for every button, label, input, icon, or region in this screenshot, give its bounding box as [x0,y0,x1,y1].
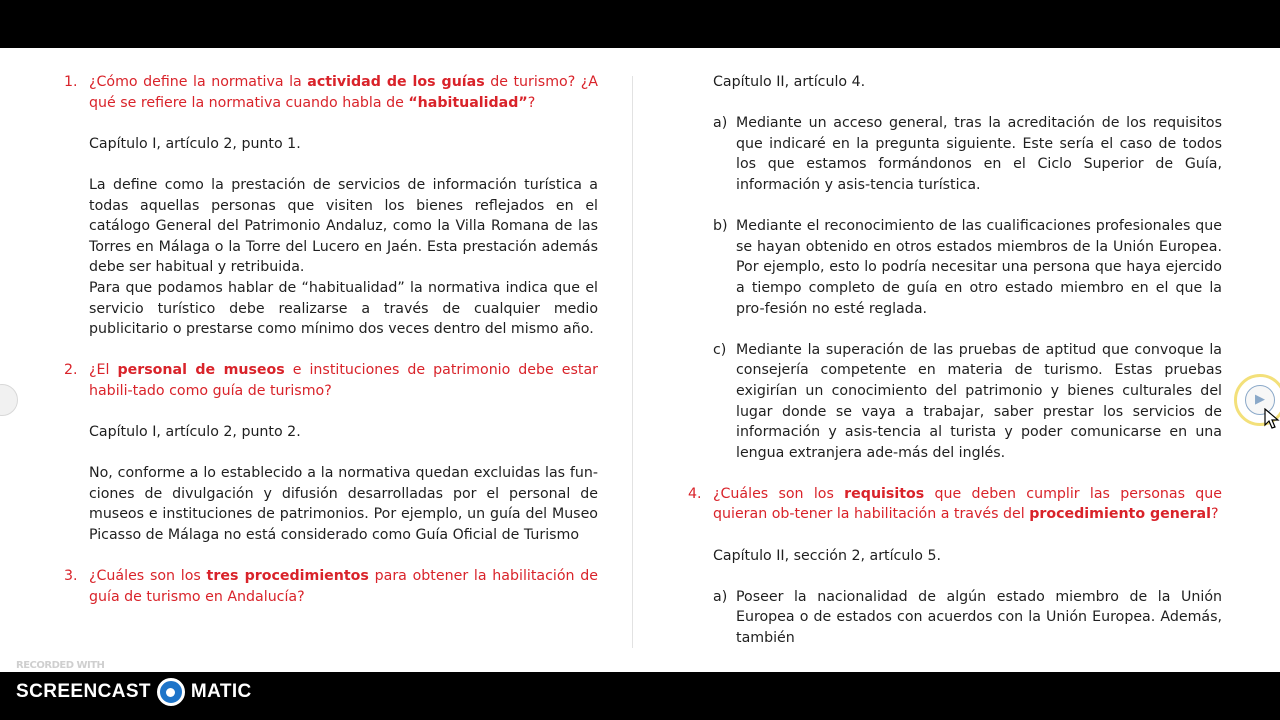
question-3 [64,566,598,607]
question-4-reference: Capítulo II, sección 2, artículo 5. [713,547,942,564]
play-arrow-icon: ▶ [1245,385,1275,415]
question-2-reference: Capítulo I, artículo 2, punto 2. [89,424,301,441]
list-item-label: c) [713,341,727,358]
question-2-answer: No, conforme a lo establecido a la normativa quedan excluidas las fun-ciones de divulgación y difusión desarrolladas por el personal de museos e instituciones de patrimonios. Por ejemplo, un guía del Museo Picasso de Málaga no está considerado como Guía Oficial de Turismo [89,465,598,544]
question-4 [688,484,1222,525]
list-item-text: Poseer la nacionalidad de algún estado miembro de la Unión Europea o de estados con acuerdos con la Unión Europea. Además, también [736,588,1222,647]
question-1 [64,72,598,113]
list-item [688,340,1222,464]
top-letterbox-bar [0,0,1280,48]
question-2 [64,360,598,401]
previous-page-button[interactable] [0,384,18,416]
question-number: 1. [64,74,78,90]
question-text: e instituciones de patrimonio debe estar habili-tado como guía de turismo? [89,362,598,399]
brand-text-left: SCREENCAST [16,681,151,702]
question-1-answer-paragraph-2: Para que podamos hablar de “habitualidad” la normativa indica que el servicio turístico debe realizarse a través de cualquier medio publicitario o prestarse como mínimo dos veces dentro del mismo año. [89,279,598,338]
screencast-o-matic-watermark [16,678,252,706]
list-item [688,587,1222,649]
list-item [688,216,1222,319]
question-text: ¿Cuáles son los [89,568,207,585]
brand-text-right: MATIC [190,681,252,702]
column-divider [632,76,633,648]
list-item-text: Mediante el reconocimiento de las cualificaciones profesionales que se hayan obtenido en otros estados miembros de la Unión Europea. Por ejemplo, esto lo podría necesitar una persona que haya ejercido a tiempo completo de guía en otro estado miembro en el que la pro-fesión no esté reglada. [736,218,1222,317]
list-item-label: b) [713,218,728,235]
question-text: ? [527,94,536,111]
question-number: 4. [688,485,702,502]
question-text: ¿El [89,362,118,379]
mouse-cursor-icon [1264,408,1280,430]
question-number: 3. [64,568,78,585]
question-1-answer-paragraph-1: La define como la prestación de servicios de información turística a todas aquellas personas que visiten los bienes reflejados en el catálogo General del Patrimonio Andaluz, como la Villa Romana de las Torres en Málaga o la Torre del Lucero en Jaén. Esta prestación además debe ser habitual y retribuida. [89,176,598,276]
list-item [688,113,1222,195]
question-text: de turismo? ¿A qué se refiere la normativa cuando habla de [89,74,598,111]
record-logo-icon [157,678,185,706]
list-item-label: a) [713,115,728,132]
recorded-with-label: RECORDED WITH [16,660,105,671]
question-text: para obtener la habilitación de guía de turismo en Andalucía? [89,568,598,605]
list-item-text: Mediante un acceso general, tras la acreditación de los requisitos que indicaré en la pregunta siguiente. Este sería el caso de todos los que estamos formándonos en el Ciclo Superior de Guía, información y asis-tencia turística. [736,115,1222,193]
left-column [64,72,598,607]
question-emphasis: requisitos [844,485,925,502]
question-emphasis: personal de museos [117,362,285,379]
question-1-reference: Capítulo I, artículo 2, punto 1. [89,135,301,152]
question-text: ? [1210,506,1219,523]
question-number: 2. [64,362,78,379]
question-emphasis: tres procedimientos [206,568,369,585]
question-emphasis: procedimiento general [1029,506,1211,523]
right-column [688,72,1222,649]
question-3-reference: Capítulo II, artículo 4. [713,74,866,90]
list-item-label: a) [713,588,728,605]
question-text: ¿Cómo define la normativa la [89,74,308,90]
question-text: que deben cumplir las personas que quieran ob-tener la habilitación a través del [713,485,1222,523]
document-page [0,48,1280,672]
question-emphasis: actividad de los guías [307,74,485,90]
question-text: ¿Cuáles son los [713,485,845,502]
question-emphasis: “habitualidad” [408,94,528,111]
list-item-text: Mediante la superación de las pruebas de aptitud que convoque la consejería competente en materia de turismo. Estas pruebas exigirían un conocimiento del patrimonio y bienes culturales del lugar donde se vaya a trabajar, saber prestar los servicios de información y asis-tencia al turista y poder comunicarse en una lengua extranjera ade-más del inglés. [736,341,1222,461]
